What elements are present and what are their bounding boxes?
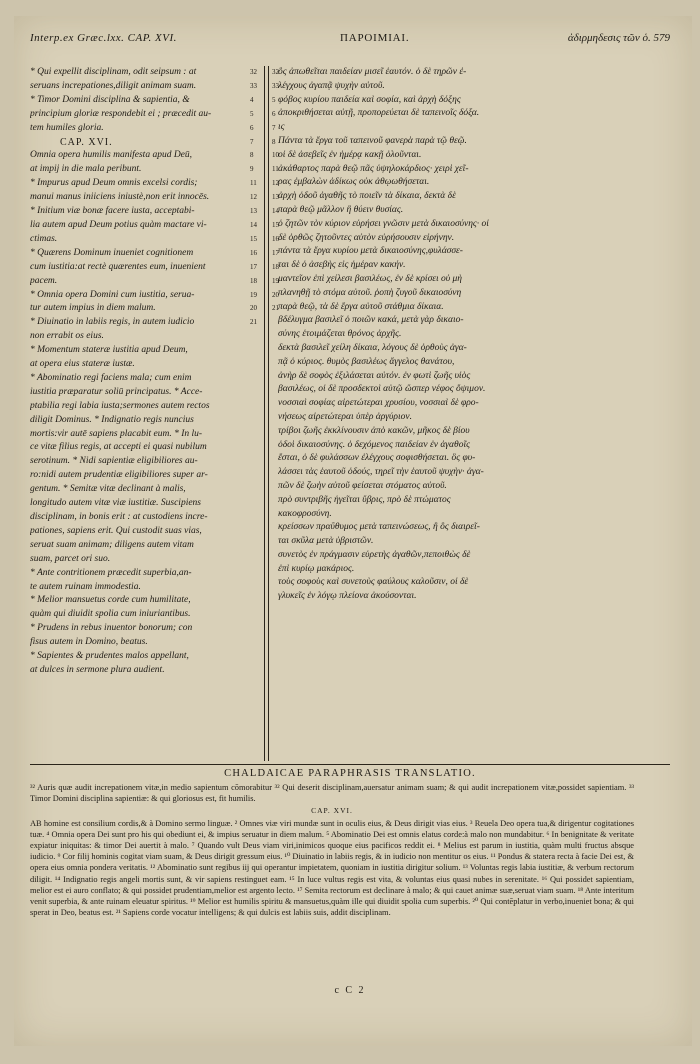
verse-number: 20: [250, 304, 257, 313]
latin-text-line: cum iustitia:at rectè quærentes eum, inuenient: [30, 261, 206, 272]
greek-text-line: ἀκάθαρτος παρὰ θεῷ πᾶς ὑψηλοκάρδιος· χειρὶ χεῖ-: [278, 163, 469, 174]
greek-text-line: λάσσει τὰς ἑαυτοῦ ὁδούς, τηρεῖ τὴν ἑαυτοῦ ψυχὴν· ἀγα-: [278, 467, 484, 478]
latin-text-line: disciplinam, in bonis erit : at custodiens incre-: [30, 512, 208, 522]
verse-number: 14: [250, 220, 257, 229]
greek-text-line: πάντα τὰ ἔργα κυρίου μετὰ δικαιοσύνης,φυλάσσε-: [278, 246, 463, 257]
latin-verse-numbers: [250, 66, 264, 330]
latin-text-line: seruans increpationes,diligit animam suam.: [30, 80, 197, 91]
greek-text-line: κακοφροσύνη.: [278, 508, 332, 519]
greek-text-line: φόβος κυρίου παιδεία καὶ σοφία, καὶ ἀρχὴ δόξης: [278, 94, 461, 105]
verse-number: 19: [272, 276, 279, 285]
greek-text-line: ἀρχὴ ὁδοῦ ἀγαθῆς τὸ ποιεῖν τὰ δίκαια, δεκτὰ δὲ: [278, 191, 456, 202]
verse-number: 13: [250, 207, 257, 216]
verse-number: 15: [272, 220, 279, 229]
verse-number: 12: [250, 193, 257, 202]
latin-text-line: Omnia opera humilis manifesta apud Deū,: [30, 150, 193, 161]
greek-text-line: ὁ ζητῶν τὸν κύριον εὑρήσει γνῶσιν μετὰ δικαιοσύνης· οἱ: [278, 218, 489, 229]
chaldaic-intro: ³² Auris quæ audit increpationem vitæ,in medio sapientum cōmorabitur ³² Qui deserit disciplinam,auersatur animam suam; & qui audit increpationem vitæ,possidet sapientiam. ³³ Timor Domini disciplina sapientiæ: & qui gloriosus est, fit humilis.: [30, 783, 634, 804]
verse-number: 19: [250, 290, 257, 299]
verse-number: 9: [250, 165, 254, 174]
greek-text-line: νήσεως αἱρετώτεραι ὑπὲρ ἀργύριον.: [278, 411, 412, 422]
verse-number: 12: [272, 179, 279, 188]
greek-text-line: ις: [278, 122, 285, 133]
greek-text-line: γλυκεῖς ἐν λόγῳ πλείονα ἀκούσονται.: [278, 591, 417, 602]
greek-text-line: Πάντα τὰ ἔργα τοῦ ταπεινοῦ φανερὰ παρὰ τῷ θεῷ.: [278, 135, 467, 146]
latin-text-line: * Initium viæ bonæ facere iusta, acceptabi-: [30, 206, 195, 217]
verse-number: 7: [272, 123, 276, 132]
greek-text-line: πλανηθῇ τὸ στόμα αὐτοῦ. ῥοπὴ ζυγοῦ δικαιοσύνη: [278, 287, 462, 298]
greek-text-line: ρας ἐμβαλὼν ἀδίκως οὐκ ἀθῳωθήσεται.: [278, 177, 430, 188]
latin-text-line: iustitia præparatur soliū principatus. * Acce-: [30, 386, 203, 397]
latin-text-line: quàm qui diuidit spolia cum iniuriantibus.: [30, 609, 191, 620]
verse-number: 21: [250, 318, 257, 327]
verse-number: 17: [272, 248, 279, 257]
greek-text-line: δὲ ὀρθῶς ζητοῦντες αὐτὸν εὑρήσουσιν εἰρήνην.: [278, 232, 455, 243]
greek-text-line: πᾷ ὁ κύριος. θυμὸς βασιλέως ἄγγελος θανάτου,: [278, 356, 455, 367]
latin-text-line: longitudo autem vitæ viæ iustitiæ. Suscipiens: [30, 498, 201, 509]
running-head-page-number: ἀδιρμηδεσις τῶν ὁ. 579: [567, 32, 670, 44]
greek-text-line: βασιλέως, οἱ δὲ προσδεκτοὶ αὐτῷ ὥσπερ νέφος ὄψιμον.: [278, 384, 486, 395]
column-rule-left: [264, 66, 265, 761]
verse-number: 5: [250, 109, 254, 118]
verse-number: 17: [250, 262, 257, 271]
greek-text-line: παρὰ θεῷ μᾶλλον ἢ θύειν θυσίας.: [278, 204, 404, 215]
latin-text-line: ptabilia regi labia iusta;sermones autem rectos: [30, 400, 210, 411]
verse-number: 5: [272, 95, 276, 104]
greek-text-line: κρείσσων πραΰθυμος μετὰ ταπεινώσεως, ἢ ὃς διαιρεῖ-: [278, 522, 480, 533]
greek-text-line: ἔσται, ὁ δὲ φυλάσσων ἐλέγχους σοφισθήσεται. ὃς φυ-: [278, 453, 476, 464]
greek-column: [278, 66, 578, 604]
verse-number: 10: [272, 151, 279, 160]
verse-number: 6: [272, 109, 276, 118]
greek-text-line: παρὰ θεῷ, τὰ δὲ ἔργα αὐτοῦ στάθμια δίκαια.: [278, 301, 444, 312]
latin-text-line: non errabit os eius.: [30, 331, 104, 342]
greek-text-line: ται σκῦλα μετὰ ὑβριστῶν.: [278, 536, 374, 547]
latin-text-line: * Impurus apud Deum omnis excelsi cordis;: [30, 178, 198, 189]
signature-mark: c C 2: [334, 985, 366, 996]
latin-text-line: ro:nidi autem prudentiæ eligibiliores super ar-: [30, 470, 208, 481]
verse-number: 4: [250, 95, 254, 104]
latin-text-line: * Ante contritionem præcedit superbia,an-: [30, 567, 192, 578]
greek-text-line: συνετὸς ἐν πράγμασιν εὑρετὴς ἀγαθῶν,πεποιθὼς δὲ: [278, 549, 471, 560]
greek-text-line: ἀποκριθήσεται αὐτῇ, προπορεύεται δὲ ταπεινοῖς δόξα.: [278, 108, 480, 119]
greek-text-line: πρὸ συντριβῆς ἡγεῖται ὕβρις, πρὸ δὲ πτώματος: [278, 494, 451, 505]
latin-text-line: seruat suam animam; diligens autem vitam: [30, 539, 194, 550]
latin-text-line: tur autem impius in diem malum.: [30, 303, 156, 314]
latin-text-line: suam, parcet ori suo.: [30, 553, 111, 564]
latin-text-line: * Sapientes & prudentes malos appellant,: [30, 651, 189, 662]
verse-number: 7: [250, 137, 254, 146]
latin-text-line: * Timor Domini disciplina & sapientia, &: [30, 94, 190, 105]
chaldaic-body: AB homine est consilium cordis,& à Domino sermo linguæ. ² Omnes viæ viri mundæ sunt in oculis eius, & Deus dirigit vias eius. ³ Reuela Deo opera tua,& dirigentur cogitationes tuæ. ⁴ Omnia opera Dei sunt pro his qui obediunt ei, & impius seruatur in diem malum. ⁵ Abominatio Dei est omnis elatus corde:à malo non mundabitur. ⁶ In benignitate & veritate expiatur iniquitas: & timor Dei auertit à malo. ⁷ Quando vult Deus viam viri,inimicos quoque eius pacificos reddit ei. ⁸ Melius est parum in iustitia, quàm multi fructus absque iudicio. ⁹ Cor filij hominis cogitat viam suam, & Deus dirigit gressum eius. ¹⁰ Diuinatio in labiis regis, & in iudicio non mentitur os eius. ¹¹ Pondus & statera recta à facie Dei est, & opera eius omnia pondera veritatis. ¹² Abominatio sunt regibus iij qui operantur impietatem, quoniam in iustitia dirigitur solium. ¹³ Voluntas regis labia iustitiæ, & verbum rectorum diligit. ¹⁴ Indignatio regis angeli mortis sunt, & vir sapiens restinguet eam. ¹⁵ In luce vultus regis est vita, & voluntas eius quasi nubes in serenitate. ¹⁶ Qui possidet sapientiam, melior est ei auro conflato; & qui possidet prudentiam,melior est argento lecto. ¹⁷ Semita rectorum est declinare à malo; & qui cauet animæ suæ,seruat viam suam. ¹⁸ Ante interitum venit superbia, & ante ruinam eleuatur spiritus. ¹⁹ Melior est humilis spiritu & mansuetus,quàm ille qui diuidit spolia cum superbis. ²⁰ Qui contēplatur in verbo,inueniet bona; & qui sperat in Deo, beatus est. ²¹ Sapiens corde vocatur intelligens; & qui dulcis est labiis suis, addit disciplinam.: [30, 818, 634, 918]
latin-text-line: * Abominatio regi faciens mala; cum enim: [30, 372, 192, 383]
greek-text-line: τοὺς σοφοὺς καὶ συνετοὺς φαύλους καλοῦσιν, οἱ δὲ: [278, 577, 469, 588]
verse-number: 32: [272, 68, 279, 76]
running-head-greek-title: ΠΑΡΟΙΜΙΑΙ.: [340, 32, 410, 44]
latin-text-line: ce vitæ filius regis, at accepti ei quasi nubilum: [30, 442, 207, 453]
greek-text-line: οἱ δὲ ἀσεβεῖς ἐν ἡμέρᾳ κακῇ ὀλοῦνται.: [278, 149, 422, 160]
latin-text-line: * Prudens in rebus inuentor bonorum; con: [30, 623, 193, 634]
greek-text-line: λέγχους ἀγαπᾷ ψυχὴν αὐτοῦ.: [278, 80, 385, 91]
section-rule: [30, 764, 670, 765]
verse-number: 13: [272, 193, 279, 202]
verse-number: 14: [272, 207, 279, 216]
column-rule-right: [268, 66, 269, 761]
latin-text-line: gentum. * Semitæ vitæ declinant à malis,: [30, 484, 186, 495]
greek-text-line: πῶν δὲ ζωὴν αὐτοῦ φείσεται στόματος αὐτοῦ.: [278, 480, 447, 491]
latin-text-line: fisus autem in Domino, beatus.: [30, 637, 148, 648]
latin-text-line: * Qui expellit disciplinam, odit seipsum : at: [30, 67, 197, 77]
verse-number: 6: [250, 123, 254, 132]
verse-number: 18: [250, 276, 257, 285]
latin-text-line: pacem.: [30, 275, 58, 286]
verse-number: 18: [272, 262, 279, 271]
chaldaic-chapter-heading: CAP. XVI.: [311, 806, 353, 816]
greek-text-line: δεκτὰ βασιλεῖ χείλη δίκαια, λόγους δὲ ὀρθοὺς ἀγα-: [278, 342, 467, 353]
verse-number: 33: [250, 81, 257, 90]
verse-number: 20: [272, 290, 279, 299]
latin-text-line: CAP. XVI.: [60, 136, 113, 148]
chaldaic-section-title: CHALDAICAE PARAPHRASIS TRANSLATIO.: [224, 768, 476, 779]
greek-text-line: βδέλυγμα βασιλεῖ ὁ ποιῶν κακά, μετὰ γὰρ δικαιο-: [278, 315, 464, 326]
greek-text-line: μαντεῖον ἐπὶ χείλεσι βασιλέως, ἐν δὲ κρίσει οὐ μὴ: [278, 273, 462, 284]
latin-text-line: at dulces in sermone plura audient.: [30, 664, 165, 675]
greek-text-line: ται δὲ ὁ ἀσεβὴς εἰς ἡμέραν κακήν.: [278, 260, 406, 271]
latin-text-line: mortis:vir autē sapiens placabit eum. * In lu-: [30, 428, 203, 439]
latin-text-line: pationes, sapiens erit. Qui custodit suas vias,: [30, 525, 202, 536]
latin-text-line: * Omnia opera Domini cum iustitia, serua-: [30, 289, 195, 300]
verse-number: 32: [250, 68, 257, 76]
latin-text-line: tem humiles gloria.: [30, 122, 104, 133]
running-head-left: Interp.ex Græc.lxx. CAP. XVI.: [30, 32, 177, 44]
verse-number: 8: [250, 151, 254, 160]
greek-text-line: νοσσιαὶ σοφίας αἱρετώτεραι χρυσίου, νοσσιαὶ δὲ φρο-: [278, 398, 479, 409]
verse-number: 21: [272, 304, 279, 313]
verse-number: 11: [272, 165, 279, 174]
latin-text-line: * Diuinatio in labiis regis, in autem iudicio: [30, 317, 195, 328]
latin-text-line: * Momentum stateræ iustitia apud Deum,: [30, 345, 188, 356]
latin-text-line: ctimas.: [30, 233, 58, 244]
latin-text-line: principium gloriæ respondebit ei ; præcedit au-: [30, 108, 212, 119]
latin-text-line: diligit Dominus. * Indignatio regis nuncius: [30, 414, 194, 425]
verse-number: 16: [250, 248, 257, 257]
verse-number: 15: [250, 234, 257, 243]
greek-text-line: ἐπὶ κυρίῳ μακάριος.: [278, 563, 355, 574]
latin-text-line: lia autem apud Deum potius quàm mactare vi-: [30, 219, 207, 230]
latin-text-line: serotinum. * Nidi sapientiæ eligibiliores au-: [30, 456, 198, 467]
latin-text-line: * Melior mansuetus corde cum humilitate,: [30, 595, 191, 606]
latin-column: [30, 66, 260, 678]
latin-text-line: at opera eius stateræ iustæ.: [30, 359, 135, 370]
chaldaic-paraphrase: [30, 782, 634, 918]
greek-text-line: σύνης ἑτοιμάζεται θρόνος ἀρχῆς.: [278, 329, 402, 340]
greek-text-line: ὁδοὶ δικαιοσύνης. ὁ δεχόμενος παιδείαν ἐν ἀγαθοῖς: [278, 439, 470, 450]
greek-text-line: ἀνὴρ δὲ σοφὸς ἐξιλάσεται αὐτόν. ἐν φωτὶ ζωῆς υἱὸς: [278, 370, 471, 381]
verse-number: 8: [272, 137, 276, 146]
verse-number: 16: [272, 234, 279, 243]
latin-text-line: at impij in die mala peribunt.: [30, 164, 142, 175]
latin-text-line: manui manus iniiciens iniustè,non erit innocēs.: [30, 192, 210, 203]
running-head: [30, 32, 670, 48]
verse-number: 33: [272, 81, 279, 90]
greek-text-line: ὃς ἀπωθεῖται παιδείαν μισεῖ ἑαυτόν. ὁ δὲ τηρῶν ἐ-: [278, 67, 467, 77]
verse-number: 11: [250, 179, 257, 188]
latin-text-line: * Quærens Dominum inueniet cognitionem: [30, 247, 194, 258]
greek-text-line: τρίβοι ζωῆς ἐκκλίνουσιν ἀπὸ κακῶν, μῆκος δὲ βίου: [278, 425, 470, 436]
latin-text-line: te autem ruinam immodestia.: [30, 581, 141, 592]
